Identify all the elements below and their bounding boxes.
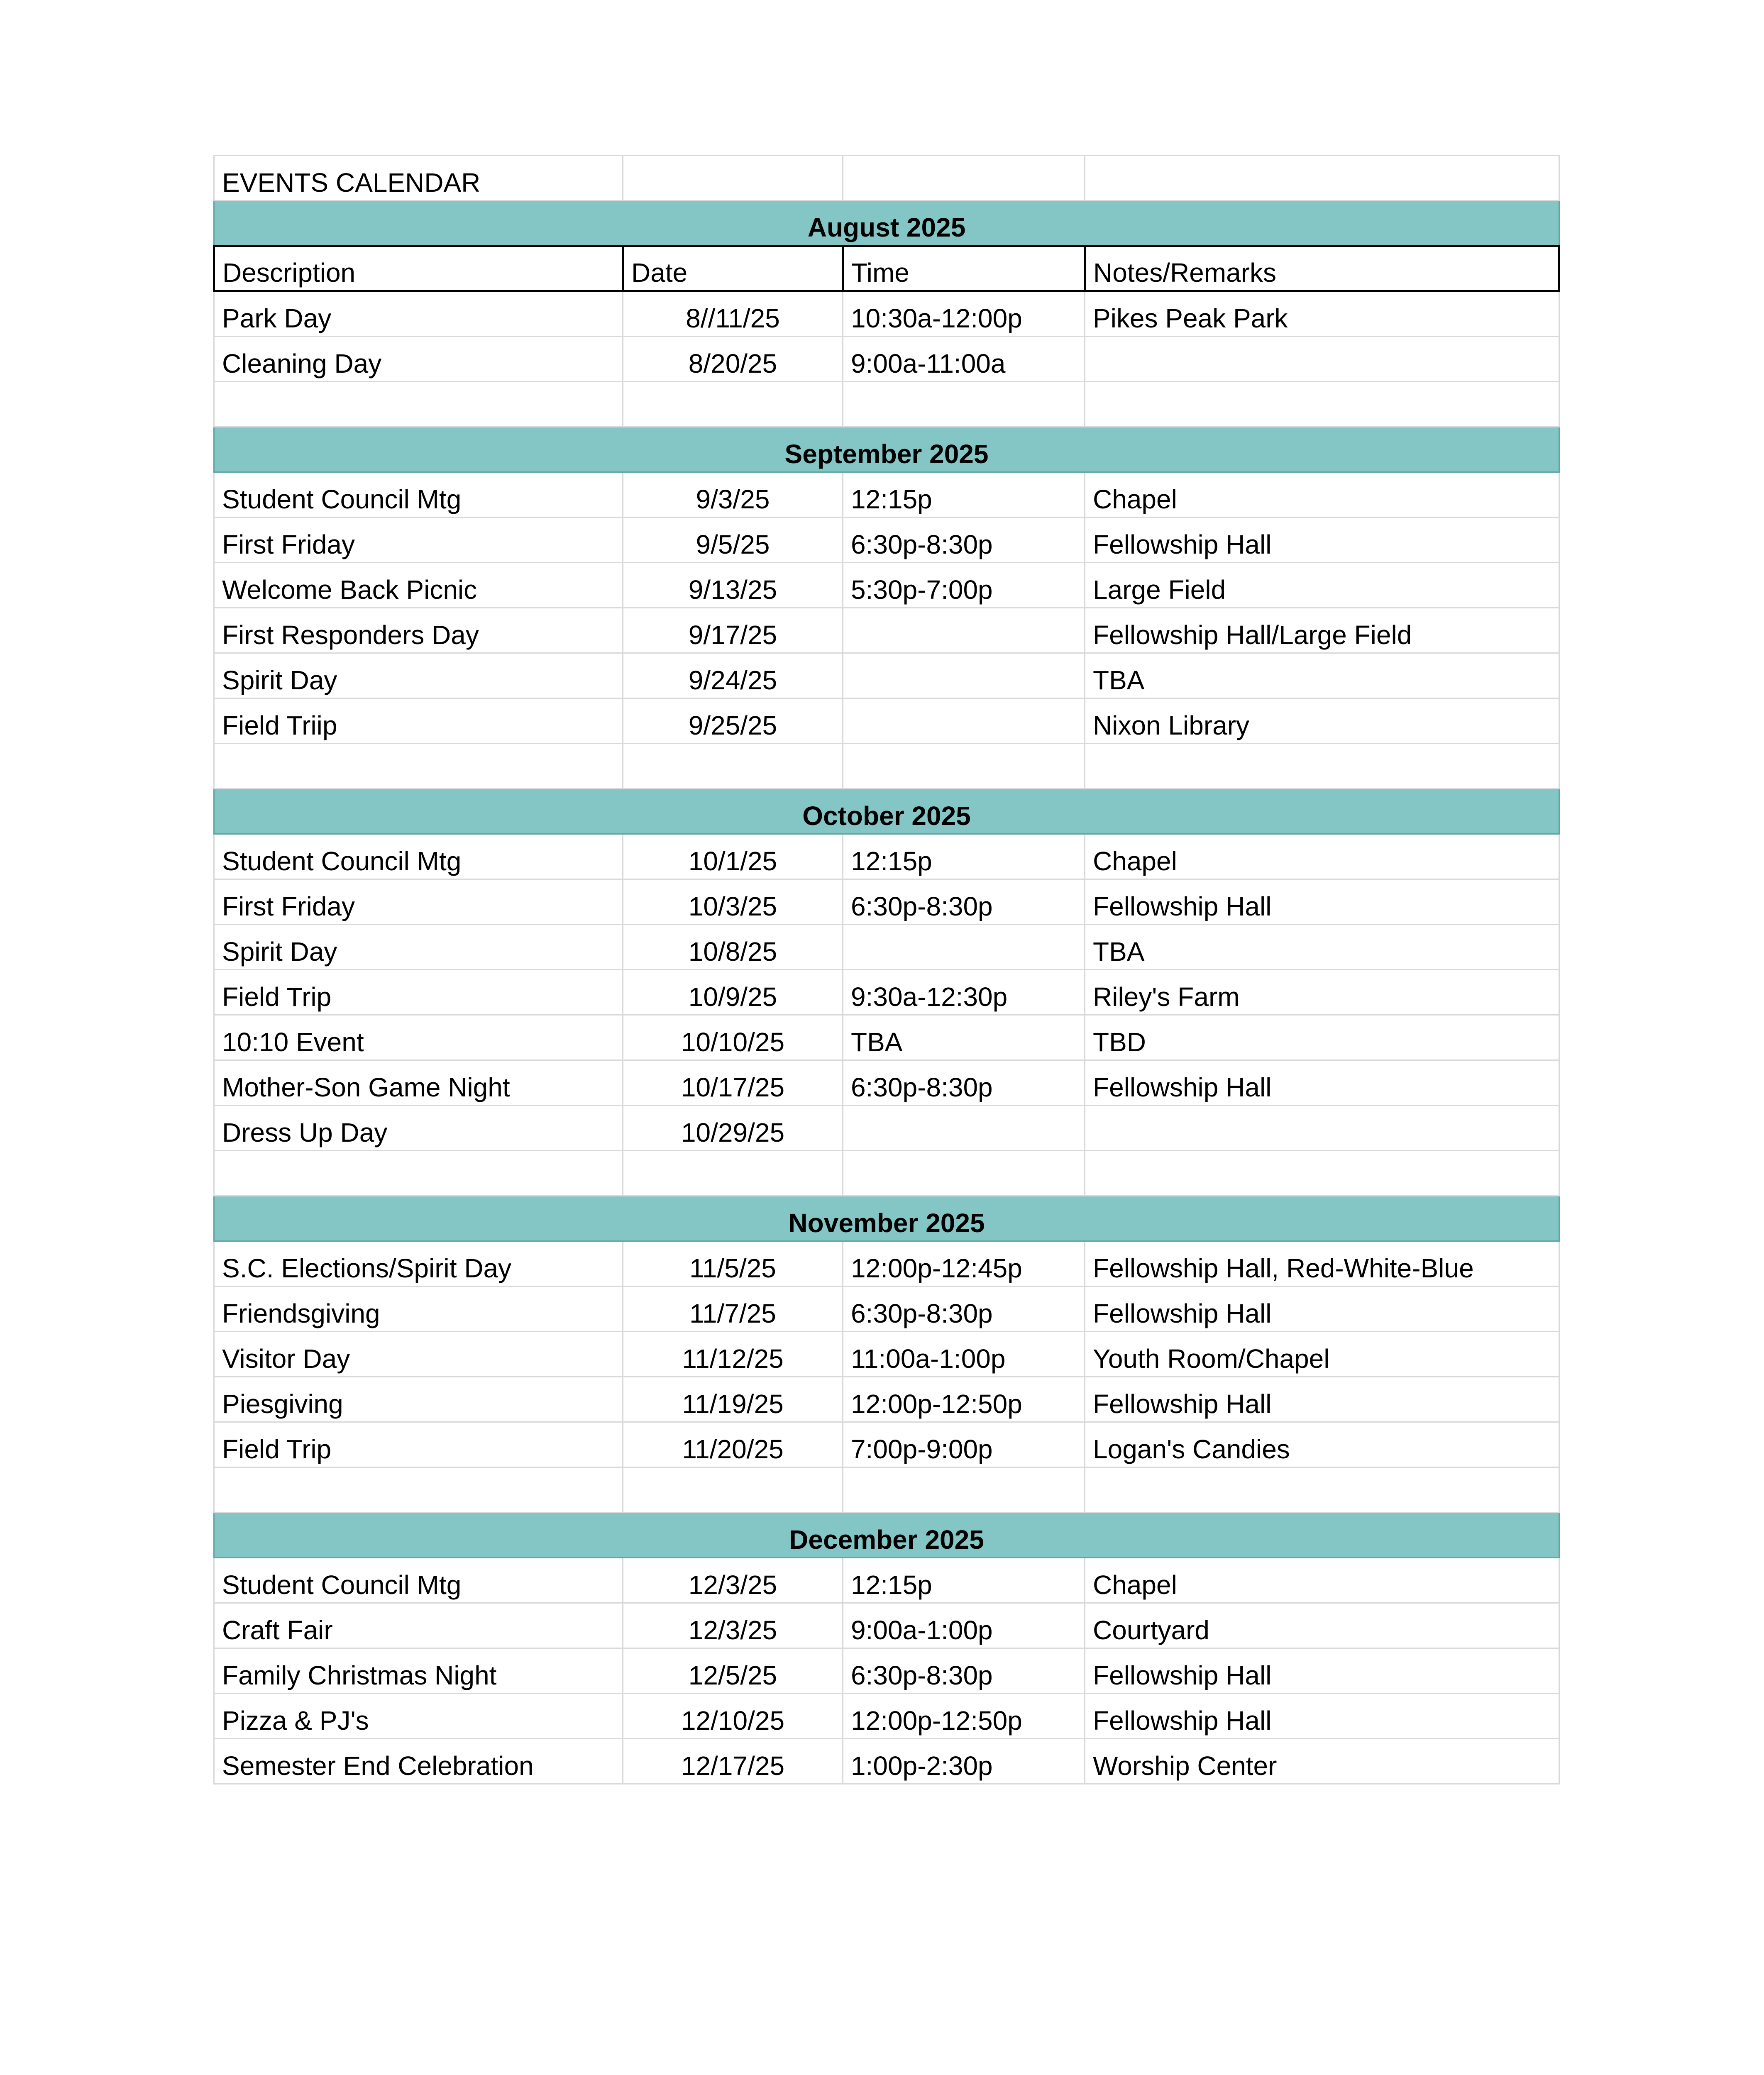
- event-description: Friendsgiving: [214, 1286, 623, 1332]
- event-notes: Nixon Library: [1085, 698, 1559, 744]
- event-description: First Responders Day: [214, 608, 623, 653]
- event-description: S.C. Elections/Spirit Day: [214, 1241, 623, 1286]
- event-row: [214, 1558, 1559, 1603]
- event-row: [214, 518, 1559, 563]
- event-description: First Friday: [214, 518, 623, 563]
- event-date: 10/29/25: [623, 1106, 843, 1151]
- column-header-time: Time: [843, 246, 1085, 291]
- empty-cell: [623, 1151, 843, 1196]
- event-date: 12/5/25: [623, 1648, 843, 1694]
- event-notes: Chapel: [1085, 1558, 1559, 1603]
- event-date: 9/17/25: [623, 608, 843, 653]
- event-row: [214, 1241, 1559, 1286]
- event-time: 6:30p-8:30p: [843, 1060, 1085, 1106]
- month-header: November 2025: [214, 1196, 1559, 1241]
- event-row: [214, 698, 1559, 744]
- event-date: 8/20/25: [623, 337, 843, 382]
- event-notes: Fellowship Hall: [1085, 1377, 1559, 1422]
- column-header-description: Description: [214, 246, 623, 291]
- event-row: [214, 1015, 1559, 1060]
- event-notes: TBA: [1085, 653, 1559, 698]
- event-time: 6:30p-8:30p: [843, 1648, 1085, 1694]
- event-row: [214, 1694, 1559, 1739]
- calendar-title: EVENTS CALENDAR: [214, 156, 623, 201]
- event-notes: Chapel: [1085, 472, 1559, 518]
- event-time: 9:00a-1:00p: [843, 1603, 1085, 1648]
- event-time: [843, 925, 1085, 970]
- event-date: 12/3/25: [623, 1603, 843, 1648]
- event-date: 11/5/25: [623, 1241, 843, 1286]
- event-date: 9/24/25: [623, 653, 843, 698]
- empty-cell: [1085, 1151, 1559, 1196]
- event-notes: Fellowship Hall, Red-White-Blue: [1085, 1241, 1559, 1286]
- event-row: [214, 1106, 1559, 1151]
- event-time: 6:30p-8:30p: [843, 879, 1085, 925]
- event-notes: Youth Room/Chapel: [1085, 1332, 1559, 1377]
- event-row: [214, 1603, 1559, 1648]
- empty-cell: [1085, 1467, 1559, 1513]
- event-description: Visitor Day: [214, 1332, 623, 1377]
- event-row: [214, 563, 1559, 608]
- spacer-row: [214, 1467, 1559, 1513]
- event-time: 5:30p-7:00p: [843, 563, 1085, 608]
- event-date: 9/13/25: [623, 563, 843, 608]
- event-notes: [1085, 337, 1559, 382]
- event-time: 6:30p-8:30p: [843, 518, 1085, 563]
- event-row: [214, 608, 1559, 653]
- event-time: 12:15p: [843, 1558, 1085, 1603]
- event-description: Field Triip: [214, 698, 623, 744]
- column-header-notes: Notes/Remarks: [1085, 246, 1559, 291]
- event-description: Dress Up Day: [214, 1106, 623, 1151]
- event-time: 7:00p-9:00p: [843, 1422, 1085, 1467]
- event-description: Semester End Celebration: [214, 1739, 623, 1784]
- event-date: 8//11/25: [623, 291, 843, 337]
- event-notes: Fellowship Hall: [1085, 1060, 1559, 1106]
- empty-cell: [1085, 382, 1559, 427]
- empty-cell: [623, 382, 843, 427]
- event-time: [843, 653, 1085, 698]
- month-header-row: [214, 1196, 1559, 1241]
- spacer-row: [214, 382, 1559, 427]
- event-row: [214, 1739, 1559, 1784]
- empty-cell: [214, 1151, 623, 1196]
- empty-cell: [623, 744, 843, 789]
- month-header-row: [214, 427, 1559, 472]
- empty-cell: [843, 744, 1085, 789]
- event-time: 1:00p-2:30p: [843, 1739, 1085, 1784]
- event-notes: Fellowship Hall: [1085, 1694, 1559, 1739]
- empty-cell: [214, 744, 623, 789]
- event-row: [214, 834, 1559, 879]
- spacer-row: [214, 1151, 1559, 1196]
- event-row: [214, 1377, 1559, 1422]
- event-time: 12:00p-12:50p: [843, 1694, 1085, 1739]
- event-notes: Pikes Peak Park: [1085, 291, 1559, 337]
- empty-cell: [843, 1467, 1085, 1513]
- event-row: [214, 970, 1559, 1015]
- spacer-row: [214, 744, 1559, 789]
- event-time: 12:15p: [843, 472, 1085, 518]
- event-date: 10/8/25: [623, 925, 843, 970]
- event-date: 11/19/25: [623, 1377, 843, 1422]
- event-description: Family Christmas Night: [214, 1648, 623, 1694]
- event-description: Piesgiving: [214, 1377, 623, 1422]
- event-time: 11:00a-1:00p: [843, 1332, 1085, 1377]
- month-header-row: [214, 201, 1559, 246]
- event-time: 12:00p-12:45p: [843, 1241, 1085, 1286]
- event-description: Mother-Son Game Night: [214, 1060, 623, 1106]
- event-notes: TBD: [1085, 1015, 1559, 1060]
- event-row: [214, 1286, 1559, 1332]
- month-header: December 2025: [214, 1513, 1559, 1558]
- event-date: 12/3/25: [623, 1558, 843, 1603]
- empty-cell: [843, 1151, 1085, 1196]
- event-description: Welcome Back Picnic: [214, 563, 623, 608]
- event-date: 11/20/25: [623, 1422, 843, 1467]
- event-date: 10/10/25: [623, 1015, 843, 1060]
- event-row: [214, 291, 1559, 337]
- empty-cell: [843, 382, 1085, 427]
- event-time: [843, 1106, 1085, 1151]
- event-notes: Fellowship Hall/Large Field: [1085, 608, 1559, 653]
- event-notes: Fellowship Hall: [1085, 879, 1559, 925]
- event-time: 12:15p: [843, 834, 1085, 879]
- event-time: [843, 608, 1085, 653]
- event-description: Pizza & PJ's: [214, 1694, 623, 1739]
- event-date: 9/3/25: [623, 472, 843, 518]
- event-notes: TBA: [1085, 925, 1559, 970]
- event-notes: Fellowship Hall: [1085, 518, 1559, 563]
- event-notes: Courtyard: [1085, 1603, 1559, 1648]
- event-time: 6:30p-8:30p: [843, 1286, 1085, 1332]
- event-date: 10/3/25: [623, 879, 843, 925]
- column-header-date: Date: [623, 246, 843, 291]
- empty-cell: [623, 1467, 843, 1513]
- event-notes: [1085, 1106, 1559, 1151]
- event-description: Park Day: [214, 291, 623, 337]
- empty-cell: [1085, 744, 1559, 789]
- month-header: October 2025: [214, 789, 1559, 834]
- event-row: [214, 1060, 1559, 1106]
- event-date: 10/1/25: [623, 834, 843, 879]
- event-row: [214, 653, 1559, 698]
- event-description: 10:10 Event: [214, 1015, 623, 1060]
- event-description: First Friday: [214, 879, 623, 925]
- event-time: 9:00a-11:00a: [843, 337, 1085, 382]
- event-notes: Fellowship Hall: [1085, 1286, 1559, 1332]
- event-notes: Chapel: [1085, 834, 1559, 879]
- month-header: August 2025: [214, 201, 1559, 246]
- month-header-row: [214, 1513, 1559, 1558]
- event-date: 10/17/25: [623, 1060, 843, 1106]
- event-notes: Fellowship Hall: [1085, 1648, 1559, 1694]
- event-description: Craft Fair: [214, 1603, 623, 1648]
- event-time: 10:30a-12:00p: [843, 291, 1085, 337]
- event-date: 10/9/25: [623, 970, 843, 1015]
- event-description: Student Council Mtg: [214, 472, 623, 518]
- event-row: [214, 1422, 1559, 1467]
- event-description: Field Trip: [214, 970, 623, 1015]
- event-time: 9:30a-12:30p: [843, 970, 1085, 1015]
- event-description: Student Council Mtg: [214, 834, 623, 879]
- event-row: [214, 879, 1559, 925]
- event-notes: Worship Center: [1085, 1739, 1559, 1784]
- event-row: [214, 337, 1559, 382]
- event-date: 12/17/25: [623, 1739, 843, 1784]
- event-description: Field Trip: [214, 1422, 623, 1467]
- event-date: 11/12/25: [623, 1332, 843, 1377]
- empty-cell: [214, 382, 623, 427]
- event-description: Spirit Day: [214, 653, 623, 698]
- column-header-row: [214, 246, 1559, 291]
- events-calendar-table: [213, 155, 1560, 1784]
- empty-cell: [214, 1467, 623, 1513]
- event-notes: Large Field: [1085, 563, 1559, 608]
- event-row: [214, 1332, 1559, 1377]
- event-description: Spirit Day: [214, 925, 623, 970]
- event-date: 9/25/25: [623, 698, 843, 744]
- event-notes: Riley's Farm: [1085, 970, 1559, 1015]
- event-time: [843, 698, 1085, 744]
- empty-cell: [1085, 156, 1559, 201]
- event-date: 11/7/25: [623, 1286, 843, 1332]
- event-notes: Logan's Candies: [1085, 1422, 1559, 1467]
- events-calendar-body: [214, 156, 1559, 1784]
- empty-cell: [843, 156, 1085, 201]
- empty-cell: [623, 156, 843, 201]
- event-description: Student Council Mtg: [214, 1558, 623, 1603]
- event-row: [214, 472, 1559, 518]
- event-time: TBA: [843, 1015, 1085, 1060]
- event-description: Cleaning Day: [214, 337, 623, 382]
- event-date: 12/10/25: [623, 1694, 843, 1739]
- event-row: [214, 1648, 1559, 1694]
- event-time: 12:00p-12:50p: [843, 1377, 1085, 1422]
- title-row: [214, 156, 1559, 201]
- month-header: September 2025: [214, 427, 1559, 472]
- month-header-row: [214, 789, 1559, 834]
- event-row: [214, 925, 1559, 970]
- event-date: 9/5/25: [623, 518, 843, 563]
